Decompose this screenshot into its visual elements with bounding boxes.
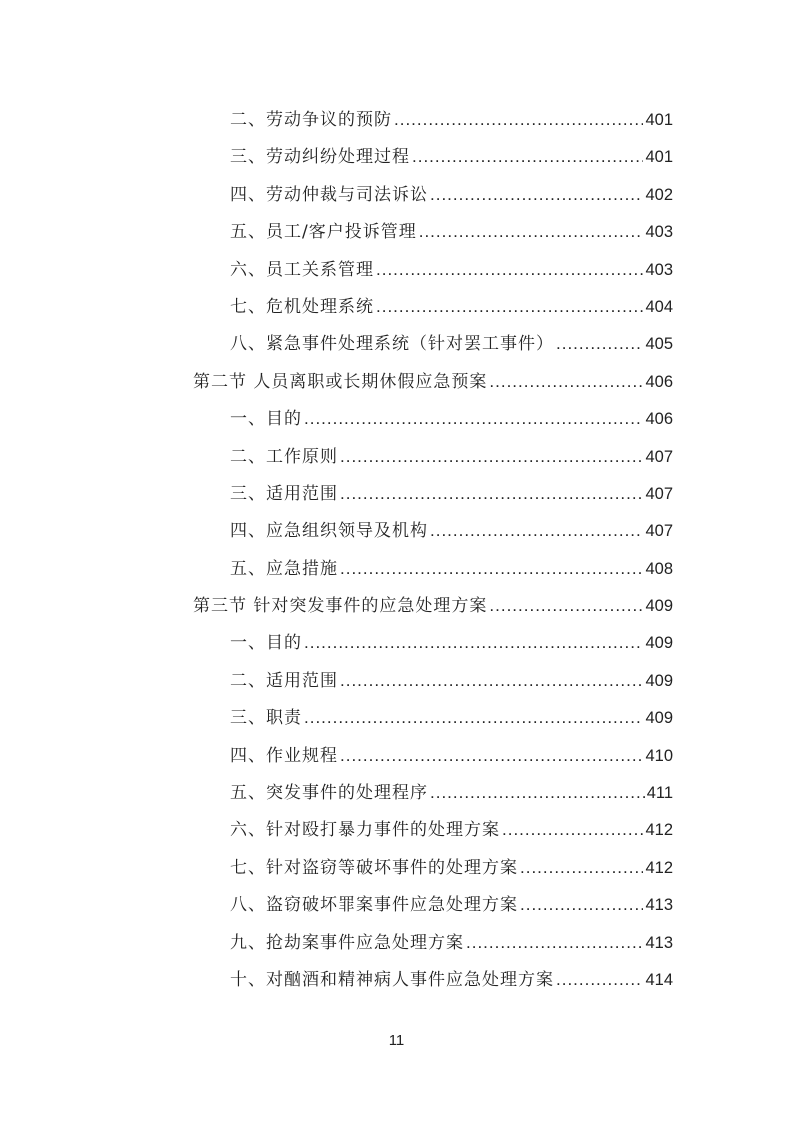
- dot-leader: [419, 213, 644, 250]
- dot-leader: [489, 587, 643, 624]
- dot-leader: [556, 325, 643, 362]
- toc-entry-page: 413: [645, 933, 673, 952]
- toc-entry-page: 408: [645, 559, 673, 578]
- toc-entry-page: 403: [645, 223, 673, 242]
- toc-entry-title: 七、针对盗窃等破坏事件的处理方案: [230, 857, 518, 878]
- dot-leader: [376, 288, 643, 325]
- toc-entry[interactable]: [0, 849, 673, 886]
- toc-entry[interactable]: [0, 138, 673, 175]
- toc-entry-title: 一、目的: [230, 409, 302, 430]
- toc-entry-page: 412: [645, 858, 673, 877]
- toc-entry-title: 二、劳动争议的预防: [230, 110, 392, 130]
- toc-entry-title: 九、抢劫案事件应急处理方案: [230, 932, 464, 953]
- dot-leader: [376, 251, 643, 288]
- toc-entry-title: 五、应急措施: [230, 558, 338, 579]
- toc-entry-title: 四、劳动仲裁与司法诉讼: [230, 184, 428, 205]
- toc-entry-page: 407: [645, 484, 673, 503]
- dot-leader: [502, 811, 643, 848]
- toc-entry-title: 五、突发事件的处理程序: [230, 783, 428, 804]
- dot-leader: [520, 849, 643, 886]
- toc-entry-title: 第三节 针对突发事件的应急处理方案: [193, 596, 488, 617]
- dot-leader: [430, 512, 643, 549]
- toc-entry[interactable]: [0, 550, 673, 587]
- toc-entry-page: 402: [645, 185, 673, 204]
- dot-leader: [412, 138, 643, 175]
- toc-entry-page: 409: [645, 671, 673, 690]
- toc-section-entry[interactable]: [0, 363, 673, 400]
- dot-leader: [340, 662, 643, 699]
- dot-leader: [520, 886, 643, 923]
- toc-entry-title: 六、员工关系管理: [230, 259, 374, 280]
- dot-leader: [430, 774, 645, 811]
- dot-leader: [489, 363, 643, 400]
- toc-entry-page: 409: [645, 709, 673, 728]
- toc-entry-page: 409: [645, 634, 673, 653]
- toc-entry[interactable]: [0, 101, 673, 138]
- toc-entry[interactable]: [0, 886, 673, 923]
- toc-entry-page: 401: [645, 111, 673, 129]
- toc-entry[interactable]: [0, 624, 673, 661]
- dot-leader: [394, 101, 643, 138]
- toc-entry[interactable]: [0, 438, 673, 475]
- toc-entry-page: 404: [645, 297, 673, 316]
- toc-entry-page: 411: [646, 784, 673, 803]
- toc-entry-title: 二、工作原则: [230, 446, 338, 467]
- toc-entry[interactable]: [0, 774, 673, 811]
- toc-entry-page: 409: [645, 597, 673, 616]
- toc-entry-page: 406: [645, 410, 673, 429]
- dot-leader: [556, 961, 643, 998]
- dot-leader: [340, 438, 643, 475]
- toc-entry-title: 五、员工/客户投诉管理: [230, 222, 417, 243]
- toc-entry-page: 410: [645, 746, 673, 765]
- dot-leader: [340, 475, 643, 512]
- dot-leader: [304, 624, 643, 661]
- dot-leader: [304, 400, 643, 437]
- toc-entry-title: 八、紧急事件处理系统（针对罢工事件）: [230, 334, 554, 355]
- toc-entry[interactable]: [0, 512, 673, 549]
- toc-entry[interactable]: [0, 251, 673, 288]
- toc-entry[interactable]: [0, 176, 673, 213]
- toc-entry-title: 一、目的: [230, 633, 302, 654]
- toc-entry-page: 412: [645, 821, 673, 840]
- toc-entry[interactable]: [0, 475, 673, 512]
- toc-entry-page: 405: [645, 335, 673, 354]
- dot-leader: [340, 737, 643, 774]
- toc-entry[interactable]: [0, 961, 673, 998]
- toc-entry-title: 三、劳动纠纷处理过程: [230, 147, 410, 168]
- toc-entry[interactable]: [0, 737, 673, 774]
- toc-entry-title: 八、盗窃破坏罪案事件应急处理方案: [230, 895, 518, 916]
- toc-entry-page: 407: [645, 447, 673, 466]
- toc-entry-title: 四、应急组织领导及机构: [230, 521, 428, 542]
- toc-entry-page: 413: [645, 896, 673, 915]
- toc-entry-title: 四、作业规程: [230, 745, 338, 766]
- toc-entry[interactable]: [0, 325, 673, 362]
- toc-entry-page: 401: [645, 148, 673, 167]
- toc-entry[interactable]: [0, 811, 673, 848]
- toc-entry-title: 十、对酗酒和精神病人事件应急处理方案: [230, 969, 554, 990]
- toc-entry-page: 403: [645, 260, 673, 279]
- dot-leader: [340, 550, 643, 587]
- page-number: 11: [388, 1032, 405, 1049]
- table-of-contents: [0, 101, 793, 998]
- toc-entry-title: 第二节 人员离职或长期休假应急预案: [193, 371, 488, 392]
- toc-entry-title: 二、适用范围: [230, 670, 338, 691]
- toc-entry-title: 三、适用范围: [230, 483, 338, 504]
- toc-entry-title: 三、职责: [230, 708, 302, 729]
- toc-entry[interactable]: [0, 924, 673, 961]
- toc-entry[interactable]: [0, 662, 673, 699]
- toc-entry[interactable]: [0, 288, 673, 325]
- toc-entry-page: 414: [645, 970, 673, 989]
- toc-entry-page: 406: [645, 372, 673, 391]
- toc-entry[interactable]: [0, 213, 673, 250]
- toc-entry-title: 六、针对殴打暴力事件的处理方案: [230, 820, 500, 841]
- dot-leader: [304, 699, 643, 736]
- toc-section-entry[interactable]: [0, 587, 673, 624]
- dot-leader: [466, 924, 643, 961]
- toc-entry[interactable]: [0, 400, 673, 437]
- dot-leader: [430, 176, 643, 213]
- toc-entry-page: 407: [645, 522, 673, 541]
- toc-entry[interactable]: [0, 699, 673, 736]
- toc-entry-title: 七、危机处理系统: [230, 296, 374, 317]
